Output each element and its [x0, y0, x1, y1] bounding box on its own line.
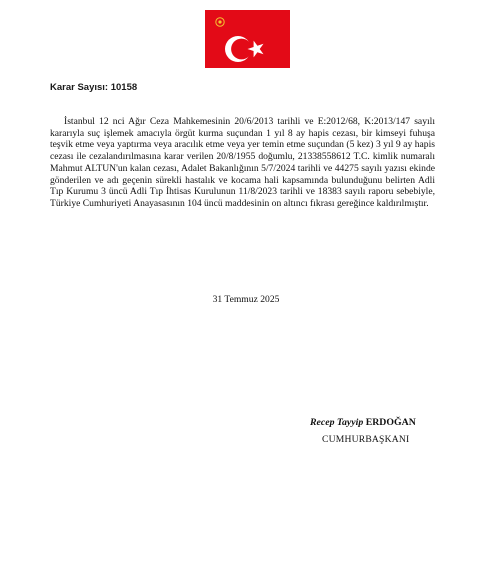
signer-title: CUMHURBAŞKANI	[322, 434, 410, 445]
signer-name	[310, 417, 416, 428]
decision-body-text: İstanbul 12 nci Ağır Ceza Mahkemesinin 20/6/2013 tarihli ve E:2012/68, K:2013/147 sayılı kararıyla suç işlemek amacıyla örgüt kurma suçundan 1 yıl 8 ay hapis cezası, bir kimseyi fuhuşa teşvik etme veya yaptırma veya aracılık etme veya yer temin etme suçundan (5 kez) 3 yıl 9 ay hapis cezası ile cezalandırılmasına karar verilen 20/8/1955 doğumlu, 21338558612 T.C. kimlik numaralı Mahmut ALTUN'un kalan cezası, Adalet Bakanlığının 5/7/2024 tarihli ve 44275 sayılı yazısı ekinde gönderilen ve adı geçenin sürekli hastalık ve kocama hali kapsamında bulunduğunu belirten Adli Tıp Kurumu 3 üncü Adli Tıp İhtisas Kurulunun 11/8/2023 tarihli ve 18383 sayılı raporu sebebiyle, Türkiye Cumhuriyeti Anayasasının 104 üncü maddesinin on altıncı fıkrası gereğince kaldırılmıştır.	[50, 116, 435, 209]
turkish-flag-icon	[205, 10, 290, 68]
signer-surname: ERDOĞAN	[365, 417, 416, 428]
decision-number: Karar Sayısı: 10158	[50, 82, 138, 93]
document-date: 31 Temmuz 2025	[212, 294, 280, 305]
signer-given-name: Recep Tayyip	[310, 417, 364, 428]
